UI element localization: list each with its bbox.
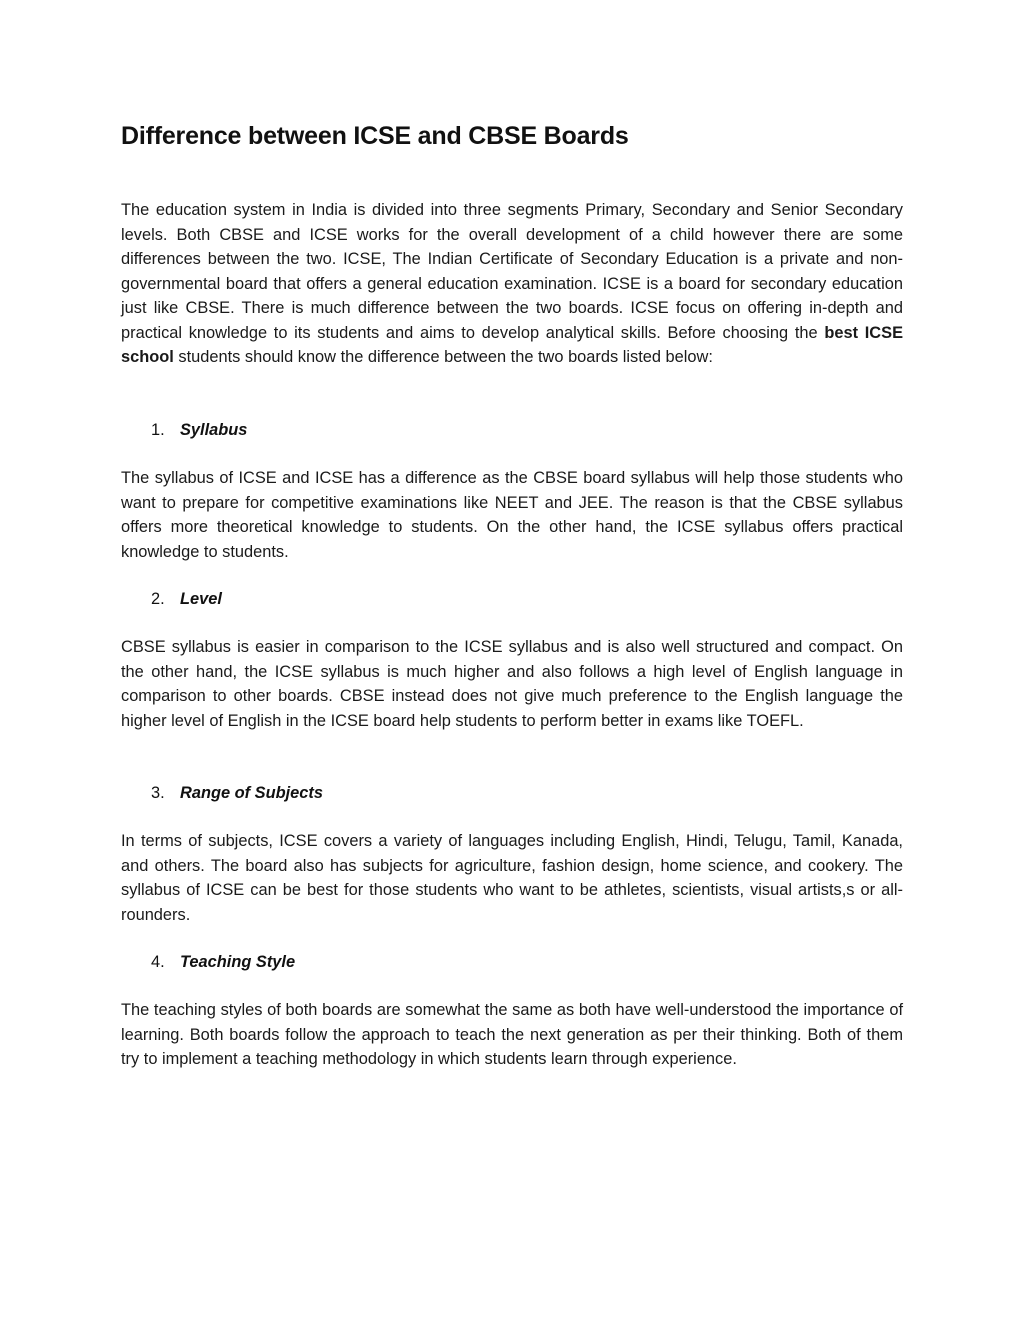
- section-body-teaching-style: The teaching styles of both boards are somewhat the same as both have well-understood the importance of learning. Both boards follow the approach to teach the next generation as per their thinking. Both of them try to implement a teaching methodology in which students learn through experience.: [121, 1001, 903, 1068]
- document-title: Difference between ICSE and CBSE Boards: [121, 122, 629, 150]
- section-body-syllabus: The syllabus of ICSE and ICSE has a difference as the CBSE board syllabus will help those students who want to prepare for competitive examinations like NEET and JEE. The reason is that the CBSE syllabus offers more theoretical knowledge to students. On the other hand, the ICSE syllabus offers practical knowledge to students.: [121, 469, 903, 561]
- intro-text-end: students should know the difference between the two boards listed below:: [173, 348, 713, 366]
- section-body-range-of-subjects: In terms of subjects, ICSE covers a variety of languages including English, Hindi, Telugu, Tamil, Kanada, and others. The board also has subjects for agriculture, fashion design, home science, and cookery. The syllabus of ICSE can be best for those students who want to be athletes, scientists, visual artists,s or all-rounders.: [121, 832, 903, 924]
- intro-text-start: The education system in India is divided into three segments Primary, Secondary and Senior Secondary levels. Both CBSE and ICSE works for the overall development of a child however there are some differences between the two. ICSE, The Indian Certificate of Secondary Education is a private and non-governmental board that offers a general education examination. ICSE is a board for secondary education just like CBSE. There is much difference between the two boards. ICSE focus on offering in-depth and practical knowledge to its students and aims to develop analytical skills. Before choosing the: [121, 201, 903, 342]
- section-number: 2.: [151, 590, 165, 608]
- section-heading-syllabus: [151, 418, 247, 442]
- section-number: 4.: [151, 953, 165, 971]
- section-heading-text: Teaching Style: [180, 953, 296, 971]
- intro-paragraph: [121, 198, 903, 370]
- section-heading-text: Level: [180, 590, 222, 608]
- section-heading-text: Syllabus: [180, 421, 248, 439]
- section-body-level: CBSE syllabus is easier in comparison to the ICSE syllabus and is also well structured and compact. On the other hand, the ICSE syllabus is much higher and also follows a high level of English language in comparison to other boards. CBSE instead does not give much preference to the English language the higher level of English in the ICSE board help students to perform better in exams like TOEFL.: [121, 638, 903, 730]
- section-heading-level: [151, 587, 222, 611]
- section-heading-range-of-subjects: [151, 781, 323, 805]
- section-heading-text: Range of Subjects: [180, 784, 323, 802]
- section-number: 1.: [151, 421, 165, 439]
- section-heading-teaching-style: [151, 950, 295, 974]
- section-number: 3.: [151, 784, 165, 802]
- intro-bold-phrase: best ICSE school: [121, 323, 904, 366]
